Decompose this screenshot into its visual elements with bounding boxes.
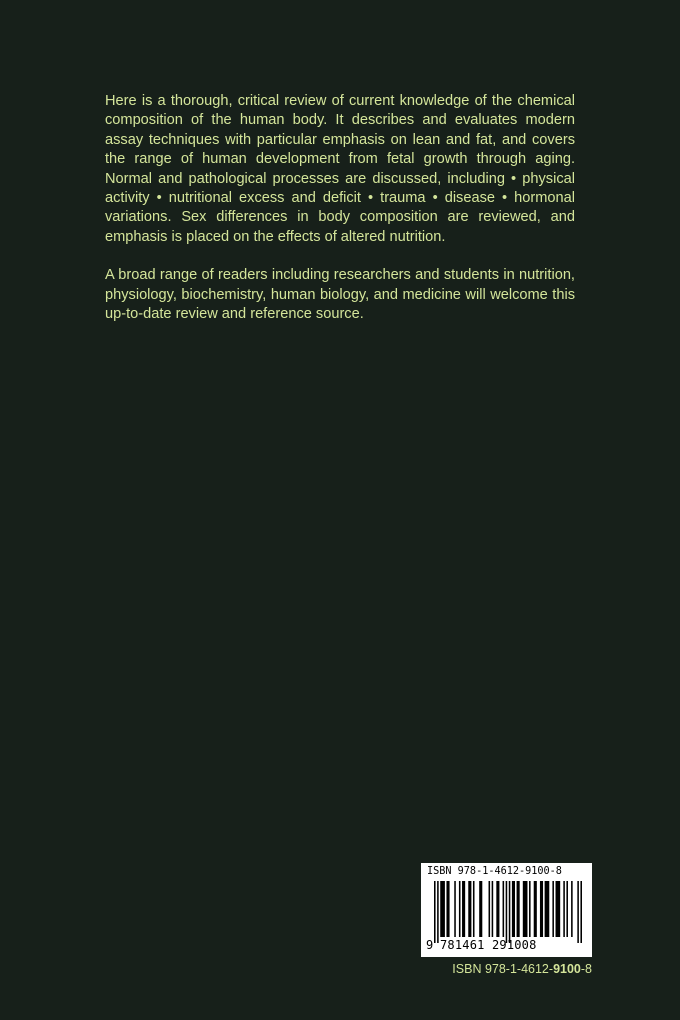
barcode-bar	[571, 881, 573, 937]
blurb-paragraph-1: Here is a thorough, critical review of current knowledge of the chemical composition of the human body. It describes and evaluates modern assay techniques with particular emphasis on lean and fat, and covers the range of human development from fetal growth through aging. Normal and pathological processes are discussed, including • physical activity • nutritional excess and deficit • trauma • disease • hormonal variations. Sex differences in body composition are reviewed, and emphasis is placed on the effects of altered nutrition.	[105, 93, 575, 245]
isbn-footer-bold: 9100	[553, 962, 581, 976]
barcode-bar	[540, 881, 543, 937]
barcode-bar	[529, 881, 531, 937]
barcode-guard-bar	[577, 881, 579, 943]
barcode-digit-groups: 781461 291008	[440, 938, 537, 952]
barcode-guard-bar	[437, 881, 439, 943]
barcode-bar	[503, 881, 505, 937]
barcode-bar	[489, 881, 491, 937]
barcode-bar	[496, 881, 499, 937]
barcode-bar	[545, 881, 550, 937]
barcode-bar	[468, 881, 471, 937]
isbn-footer-suffix: -8	[580, 962, 592, 976]
barcode-guard-bar	[580, 881, 582, 943]
barcode-bar	[517, 881, 520, 937]
barcode-guard-bar	[509, 881, 511, 943]
barcode-bar	[473, 881, 475, 937]
barcode-isbn-label: ISBN 978-1-4612-9100-8	[427, 866, 562, 877]
barcode-guard-bar	[506, 881, 508, 943]
barcode-guard-bar	[434, 881, 436, 943]
isbn-footer	[422, 962, 592, 976]
barcode-bar	[440, 881, 445, 937]
isbn-barcode	[421, 863, 592, 957]
barcode-bar	[512, 881, 515, 937]
barcode-bars	[434, 881, 582, 943]
barcode-bar	[534, 881, 537, 937]
barcode-bar	[454, 881, 456, 937]
barcode-bar	[492, 881, 494, 937]
barcode-bar	[459, 881, 461, 937]
barcode-bar	[563, 881, 565, 937]
blurb-paragraph-2: A broad range of readers including researchers and students in nutrition, physiology, biochemistry, human biology, and medicine will welcome this up-to-date review and reference source.	[105, 267, 575, 323]
barcode-bar	[479, 881, 482, 937]
barcode-bar	[556, 881, 561, 937]
barcode-first-digit: 9	[426, 938, 434, 952]
back-cover-blurb	[105, 92, 575, 324]
barcode-bar	[523, 881, 528, 937]
barcode-bar	[566, 881, 568, 937]
barcode-bar	[552, 881, 554, 937]
isbn-footer-prefix: ISBN 978-1-4612-	[452, 962, 554, 976]
barcode-bar	[446, 881, 449, 937]
barcode-bar	[462, 881, 465, 937]
